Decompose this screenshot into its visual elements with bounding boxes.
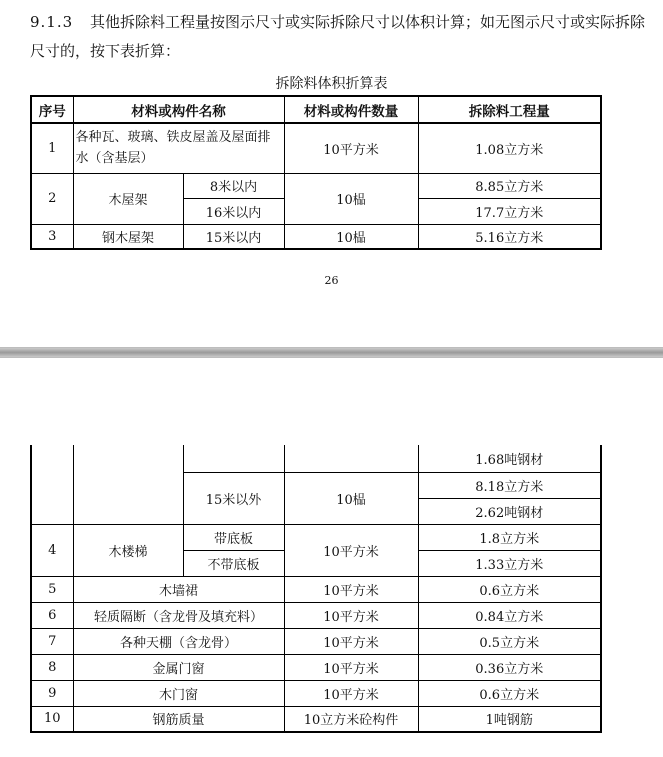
cell-sub: 15米以外 — [183, 472, 284, 524]
cell-qty: 10平方米 — [284, 123, 418, 173]
table-row — [31, 628, 601, 654]
cell-amount: 2.62吨钢材 — [418, 498, 601, 524]
cell-name: 金属门窗 — [73, 654, 284, 680]
cell-seq: 2 — [31, 173, 73, 224]
cell-qty: 10平方米 — [284, 576, 418, 602]
cell-name: 木屋架 — [73, 173, 183, 224]
cell-amount: 1.08立方米 — [418, 123, 601, 173]
cell-seq-continued — [31, 445, 73, 524]
cell-amount: 1.8立方米 — [418, 524, 601, 550]
cell-qty: 10榀 — [284, 173, 418, 224]
cell-sub: 带底板 — [183, 524, 284, 550]
cell-name: 木楼梯 — [73, 524, 183, 576]
cell-seq: 4 — [31, 524, 73, 576]
page-top — [0, 0, 663, 347]
cell-amount: 1.68吨钢材 — [418, 445, 601, 472]
cell-sub: 16米以内 — [183, 198, 284, 224]
cell-amount: 8.85立方米 — [418, 173, 601, 198]
cell-seq: 5 — [31, 576, 73, 602]
cell-seq: 8 — [31, 654, 73, 680]
header-amount: 拆除料工程量 — [418, 96, 601, 123]
section-text-2: 尺寸的，按下表折算： — [30, 42, 181, 60]
conversion-table-part1 — [30, 95, 602, 250]
cell-qty-continued — [284, 445, 418, 472]
cell-amount: 0.6立方米 — [418, 576, 601, 602]
table-row — [31, 706, 601, 732]
cell-amount: 8.18立方米 — [418, 472, 601, 498]
section-paragraph — [30, 8, 650, 66]
cell-qty: 10平方米 — [284, 680, 418, 706]
cell-qty: 10平方米 — [284, 524, 418, 576]
cell-amount: 1吨钢筋 — [418, 706, 601, 732]
section-number: 9.1.3 — [30, 13, 74, 31]
cell-sub: 15米以内 — [183, 224, 284, 249]
table-row — [31, 173, 601, 198]
table-row — [31, 576, 601, 602]
table-row — [31, 602, 601, 628]
cell-amount: 5.16立方米 — [418, 224, 601, 249]
cell-qty: 10平方米 — [284, 602, 418, 628]
cell-name: 轻质隔断（含龙骨及填充料） — [73, 602, 284, 628]
cell-name: 各种瓦、玻璃、铁皮屋盖及屋面排水（含基层） — [73, 123, 284, 173]
cell-seq: 6 — [31, 602, 73, 628]
cell-seq: 1 — [31, 123, 73, 173]
header-qty: 材料或构件数量 — [284, 96, 418, 123]
header-name: 材料或构件名称 — [73, 96, 284, 123]
cell-name: 木墙裙 — [73, 576, 284, 602]
cell-seq: 7 — [31, 628, 73, 654]
paragraph-line-1 — [30, 8, 650, 37]
cell-qty: 10平方米 — [284, 654, 418, 680]
cell-name: 钢筋质量 — [73, 706, 284, 732]
page-divider — [0, 347, 663, 358]
table-row — [31, 524, 601, 550]
cell-amount: 0.84立方米 — [418, 602, 601, 628]
conversion-table-part2 — [30, 445, 602, 733]
cell-qty: 10立方米砼构件 — [284, 706, 418, 732]
cell-sub: 8米以内 — [183, 173, 284, 198]
cell-sub-continued — [183, 445, 284, 472]
cell-seq: 3 — [31, 224, 73, 249]
table-header-row — [31, 96, 601, 123]
cell-amount: 1.33立方米 — [418, 550, 601, 576]
cell-qty: 10平方米 — [284, 628, 418, 654]
cell-name: 木门窗 — [73, 680, 284, 706]
section-text-1: 其他拆除料工程量按图示尺寸或实际拆除尺寸以体积计算；如无图示尺寸或实际拆除 — [90, 13, 646, 31]
cell-amount: 0.36立方米 — [418, 654, 601, 680]
cell-sub: 不带底板 — [183, 550, 284, 576]
table-row — [31, 445, 601, 472]
cell-seq: 10 — [31, 706, 73, 732]
cell-name-continued — [73, 445, 183, 524]
cell-amount: 0.5立方米 — [418, 628, 601, 654]
cell-qty: 10榀 — [284, 224, 418, 249]
table-row — [31, 224, 601, 249]
cell-qty: 10榀 — [284, 472, 418, 524]
page-bottom — [0, 358, 663, 757]
table-row — [31, 123, 601, 173]
table-title: 拆除料体积折算表 — [275, 76, 388, 92]
cell-amount: 17.7立方米 — [418, 198, 601, 224]
cell-seq: 9 — [31, 680, 73, 706]
table-row — [31, 654, 601, 680]
page-number: 26 — [324, 274, 339, 287]
cell-name: 各种天棚（含龙骨） — [73, 628, 284, 654]
header-seq: 序号 — [31, 96, 73, 123]
cell-name: 钢木屋架 — [73, 224, 183, 249]
table-row — [31, 680, 601, 706]
cell-amount: 0.6立方米 — [418, 680, 601, 706]
